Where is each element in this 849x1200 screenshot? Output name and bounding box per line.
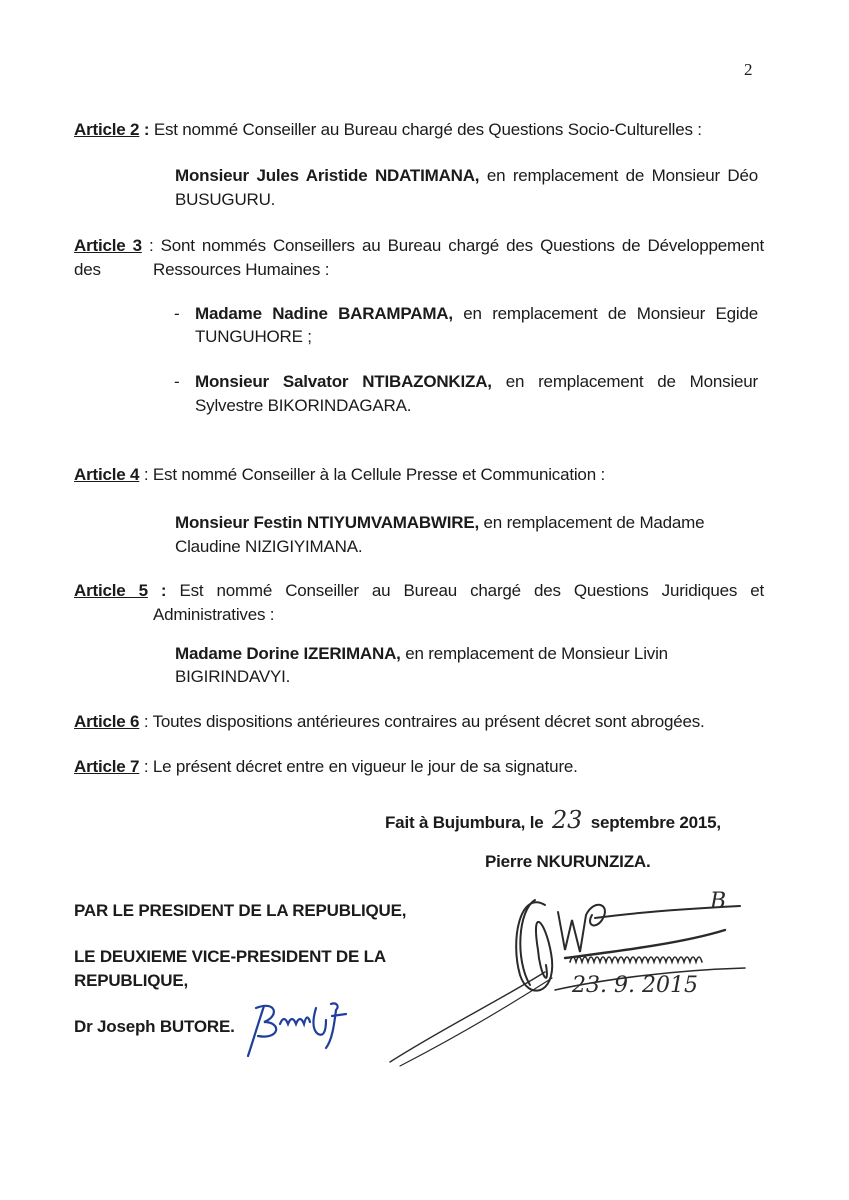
article-3-appointee-1-cont: TUNGUHORE ; <box>195 327 312 346</box>
appointee-replacement: en remplacement de Monsieur Egide <box>452 304 758 323</box>
article-text: Le présent décret entre en vigueur le jour de sa signature. <box>152 757 578 776</box>
article-label: Article 2 <box>74 120 140 139</box>
appointee-replacement: en remplacement de Monsieur Livin <box>400 644 668 663</box>
place-suffix: septembre 2015, <box>590 813 721 832</box>
article-separator: : <box>147 581 180 600</box>
article-separator: : <box>139 757 153 776</box>
article-4-appointee-cont: Claudine NIZIGIYIMANA. <box>175 537 363 556</box>
article-separator: : <box>141 236 161 255</box>
article-text: Toutes dispositions antérieures contraires au présent décret sont abrogées. <box>152 712 705 731</box>
article-5-heading <box>74 579 764 603</box>
article-label: Article 4 <box>74 465 140 484</box>
signature-initial: B <box>710 889 727 914</box>
article-text: Est nommé Conseiller au Bureau chargé des Questions Juridiques et <box>179 581 764 600</box>
signature-date: 23. 9. 2015 <box>572 973 698 998</box>
article-separator: : <box>139 465 153 484</box>
countersign-line-2: LE DEUXIEME VICE-PRESIDENT DE LA <box>74 947 386 966</box>
vice-president-signature <box>236 996 366 1066</box>
list-dash: - <box>174 372 180 391</box>
article-7-heading <box>74 755 764 779</box>
place-and-date <box>385 806 721 834</box>
article-4-heading <box>74 463 764 487</box>
article-2-appointee <box>175 163 758 188</box>
appointee-replacement: en remplacement de Monsieur <box>491 372 758 391</box>
article-text: Est nommé Conseiller au Bureau chargé des Questions Socio-Culturelles : <box>153 120 702 139</box>
appointee-name: Madame Nadine BARAMPAMA, <box>195 304 453 323</box>
article-label: Article 3 <box>74 236 142 255</box>
article-3-appointee-2-cont: Sylvestre BIKORINDAGARA. <box>195 396 412 415</box>
appointee-replacement: en remplacement de Monsieur Déo <box>479 166 758 185</box>
article-5-appointee-cont: BIGIRINDAVYI. <box>175 667 291 686</box>
article-text: Est nommé Conseiller à la Cellule Presse et Communication : <box>152 465 605 484</box>
appointee-replacement: en remplacement de Madame <box>479 513 705 532</box>
appointee-name: Monsieur Salvator NTIBAZONKIZA, <box>195 372 492 391</box>
article-separator: : <box>139 120 154 139</box>
countersign-name: Dr Joseph BUTORE. <box>74 1017 235 1036</box>
article-3-heading-cont: Ressources Humaines : <box>153 260 330 279</box>
appointee-name: Monsieur Jules Aristide NDATIMANA, <box>175 166 480 185</box>
article-2-heading <box>74 118 764 142</box>
article-label: Article 6 <box>74 712 140 731</box>
appointee-name: Madame Dorine IZERIMANA, <box>175 644 401 663</box>
countersign-line-1: PAR LE PRESIDENT DE LA REPUBLIQUE, <box>74 901 407 920</box>
article-separator: : <box>139 712 153 731</box>
article-label: Article 7 <box>74 757 140 776</box>
appointee-name: Monsieur Festin NTIYUMVAMABWIRE, <box>175 513 480 532</box>
president-signature <box>380 880 780 1070</box>
article-4-appointee <box>175 510 704 535</box>
article-6-heading <box>74 710 764 734</box>
article-5-heading-cont: Administratives : <box>153 605 275 624</box>
article-text: Sont nommés Conseillers au Bureau chargé des Questions de Développement des <box>74 236 764 279</box>
article-3-appointee-2 <box>174 369 758 394</box>
president-name: Pierre NKURUNZIZA. <box>485 852 651 871</box>
page-number: 2 <box>744 60 753 79</box>
article-label: Article 5 <box>74 581 148 600</box>
countersign-line-3: REPUBLIQUE, <box>74 971 188 990</box>
list-dash: - <box>174 304 180 323</box>
article-5-appointee <box>175 641 668 666</box>
handwritten-day: 23 <box>552 806 583 834</box>
article-3-appointee-1 <box>174 301 758 326</box>
place-prefix: Fait à Bujumbura, le <box>385 813 544 832</box>
article-2-appointee-cont: BUSUGURU. <box>175 190 276 209</box>
